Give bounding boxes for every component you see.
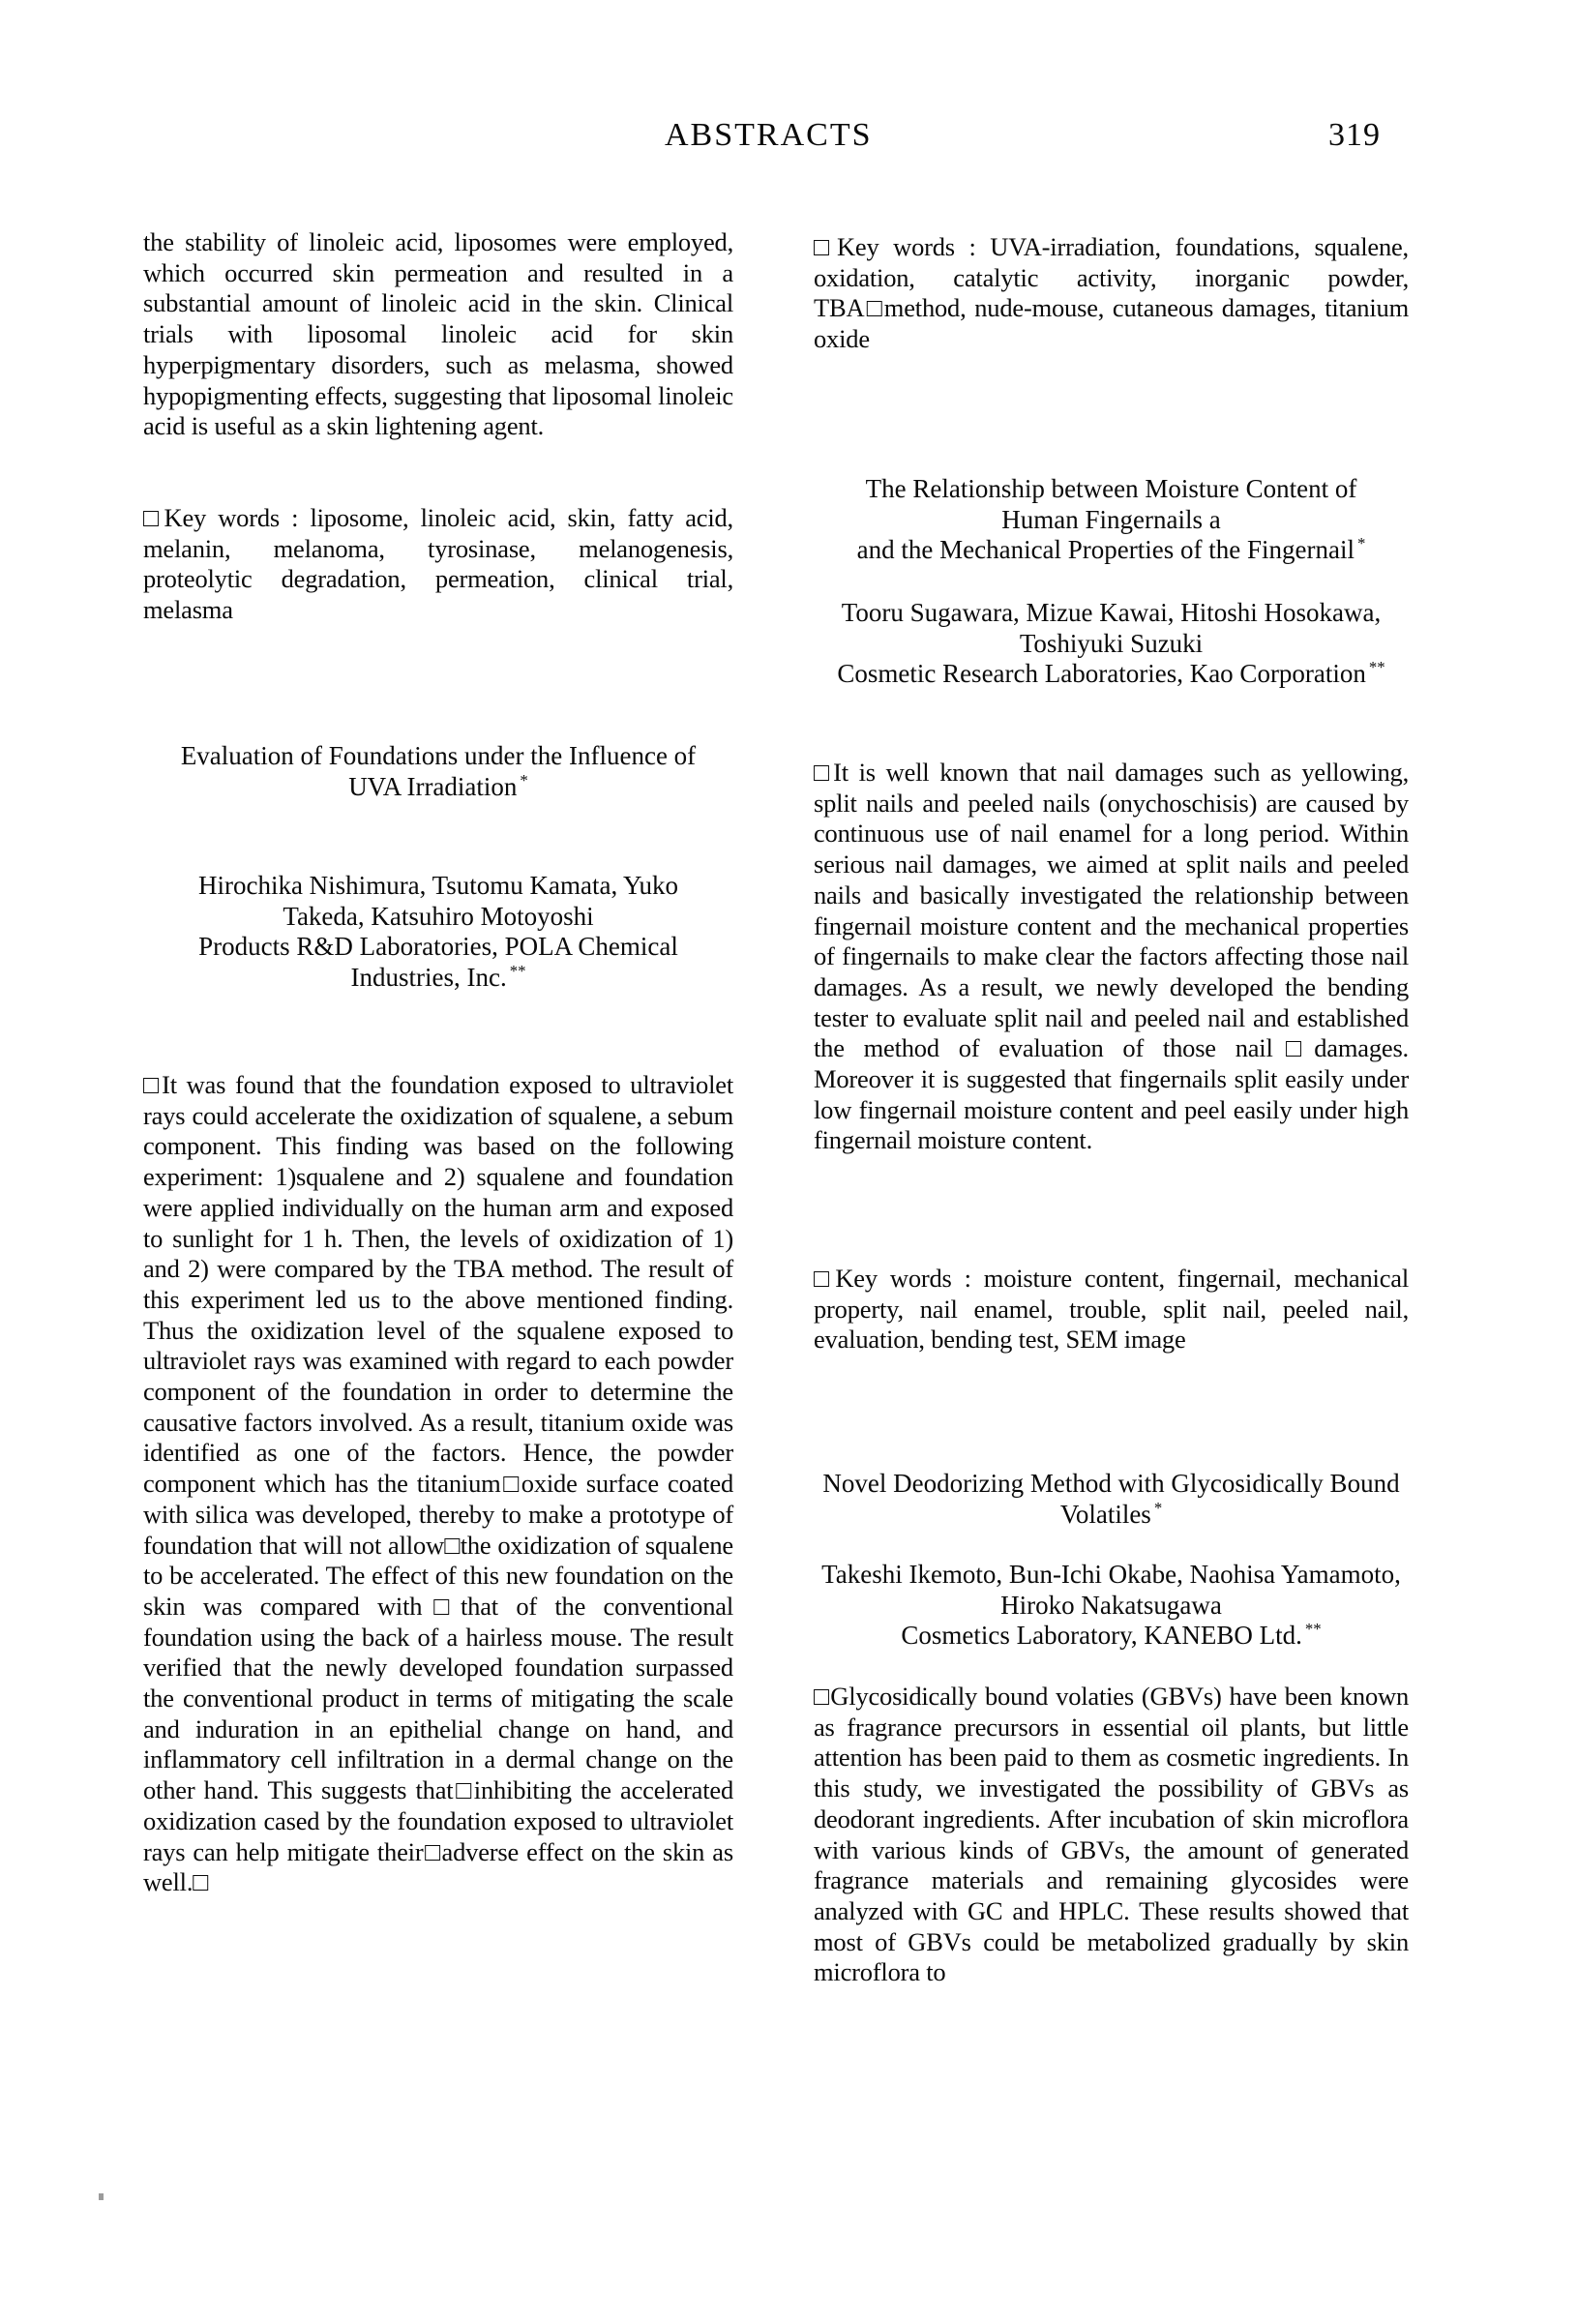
article-title-deodorizing [814, 1469, 1409, 1530]
page-number: 319 [1328, 117, 1381, 153]
title-line: Novel Deodorizing Method with Glycosidically Bound [822, 1469, 1400, 1498]
title-line: Evaluation of Foundations under the Influence of [180, 741, 697, 770]
footnote-marker: * [1153, 1498, 1163, 1517]
title-line: The Relationship between Moisture Content of [865, 474, 1357, 503]
title-line: and the Mechanical Properties of the Fingernail * [856, 534, 1366, 565]
article-title-foundations [143, 741, 733, 802]
scan-artifact-speck [99, 2193, 104, 2200]
author-line: Hiroko Nakatsugawa [1000, 1590, 1222, 1620]
affiliation-marker: ** [1368, 658, 1385, 677]
title-line: Volatiles * [1059, 1498, 1163, 1529]
abstract-foundations: □It was found that the foundation exposed to ultraviolet rays could accelerate the oxidization of squalene, a sebum component. This finding was based on the following experiment: 1)squalene and 2) squalene and foundation were applied individually on the human arm and exposed to sunlight for 1 h. Then, the levels of oxidization of 1) and 2) were compared by the TBA method. The result of this experiment led us to the above mentioned finding. Thus the oxidization level of the squalene exposed to ultraviolet rays was examined with regard to each powder component of the foundation in order to determine the causative factors involved. As a result, titanium oxide was identified as one of the factors. Hence, the powder component which has the titanium□oxide surface coated with silica was developed, thereby to make a prototype of foundation that will not allow□the oxidization of squalene to be accelerated. The effect of this new foundation on the skin was compared with□that of the conventional foundation using the back of a hairless mouse. The result verified that the newly developed foundation surpassed the conventional product in terms of mitigating the scale and induration in an epithelial change on hand, and inflammatory cell infiltration in a dermal change on the other hand. This suggests that□inhibiting the accelerated oxidization cased by the foundation exposed to ultraviolet rays can help mitigate their□adverse effect on the skin as well.□ [143, 1070, 733, 1897]
authors-foundations [143, 871, 733, 994]
continued-abstract-paragraph: the stability of linoleic acid, liposomes were employed, which occurred skin permeation and resulted in a substantial amount of linoleic acid in the skin. Clinical trials with liposomal linoleic acid for skin hyperpigmentary disorders, such as melasma, showed hypopigmenting effects, suggesting that liposomal linoleic acid is useful as a skin lightening agent. [143, 227, 733, 441]
author-line: Cosmetic Research Laboratories, Kao Corporation ** [837, 658, 1385, 689]
keywords-paragraph-uva: □Key words : UVA-irradiation, foundations, squalene, oxidation, catalytic activity, inorganic powder, TBA□method, nude-mouse, cutaneous damages, titanium oxide [814, 232, 1409, 354]
keywords-paragraph-liposome: □Key words : liposome, linoleic acid, skin, fatty acid, melanin, melanoma, tyrosinase, melanogenesis, proteolytic degradation, permeation, clinical trial, melasma [143, 503, 733, 625]
author-line: Takeshi Ikemoto, Bun-Ichi Okabe, Naohisa Yamamoto, [821, 1560, 1401, 1589]
title-line: UVA Irradiation * [348, 770, 528, 801]
author-line: Takeda, Katsuhiro Motoyoshi [283, 901, 594, 931]
footnote-marker: * [1356, 534, 1366, 553]
author-line: Toshiyuki Suzuki [1019, 628, 1204, 658]
affiliation-marker: ** [1304, 1620, 1322, 1639]
authors-fingernail [814, 598, 1409, 690]
author-line: Industries, Inc. ** [350, 962, 526, 993]
article-title-fingernail [814, 474, 1409, 566]
abstract-fingernail: □It is well known that nail damages such as yellowing, split nails and peeled nails (onychoschisis) are caused by continuous use of nail enamel for a long period. Within serious nail damages, we aimed at split nails and peeled nails and basically investigated the relationship between fingernail moisture content and the mechanical properties of fingernails to make clear the factors affecting those nail damages. As a result, we newly developed the bending tester to evaluate split nail and peeled nail and established the method of evaluation of those nail□damages. Moreover it is suggested that fingernails split easily under low fingernail moisture content and peel easily under high fingernail moisture content. [814, 758, 1409, 1155]
affiliation-marker: ** [509, 962, 526, 981]
right-column [814, 0, 1409, 2324]
abstract-deodorizing: □Glycosidically bound volaties (GBVs) have been known as fragrance precursors in essential oil plants, but little attention has been paid to them as cosmetic ingredients. In this study, we investigated the possibility of GBVs as deodorant ingredients. After incubation of skin microflora with various kinds of GBVs, the amount of generated fragrance materials and remaining glycosides were analyzed with GC and HPLC. These results showed that most of GBVs could be metabolized gradually by skin microflora to [814, 1682, 1409, 1987]
title-line: Human Fingernails a [1001, 504, 1221, 534]
author-line: Tooru Sugawara, Mizue Kawai, Hitoshi Hosokawa, [841, 598, 1382, 627]
left-column [143, 0, 733, 2324]
page-title: ABSTRACTS [665, 117, 873, 153]
author-line: Products R&D Laboratories, POLA Chemical [198, 932, 678, 962]
authors-deodorizing [814, 1560, 1409, 1652]
keywords-paragraph-fingernail: □Key words : moisture content, fingernail, mechanical property, nail enamel, trouble, split nail, peeled nail, evaluation, bending test, SEM image [814, 1264, 1409, 1355]
footnote-marker: * [520, 770, 528, 790]
author-line: Cosmetics Laboratory, KANEBO Ltd. ** [901, 1620, 1322, 1651]
author-line: Hirochika Nishimura, Tsutomu Kamata, Yuko [197, 871, 679, 900]
